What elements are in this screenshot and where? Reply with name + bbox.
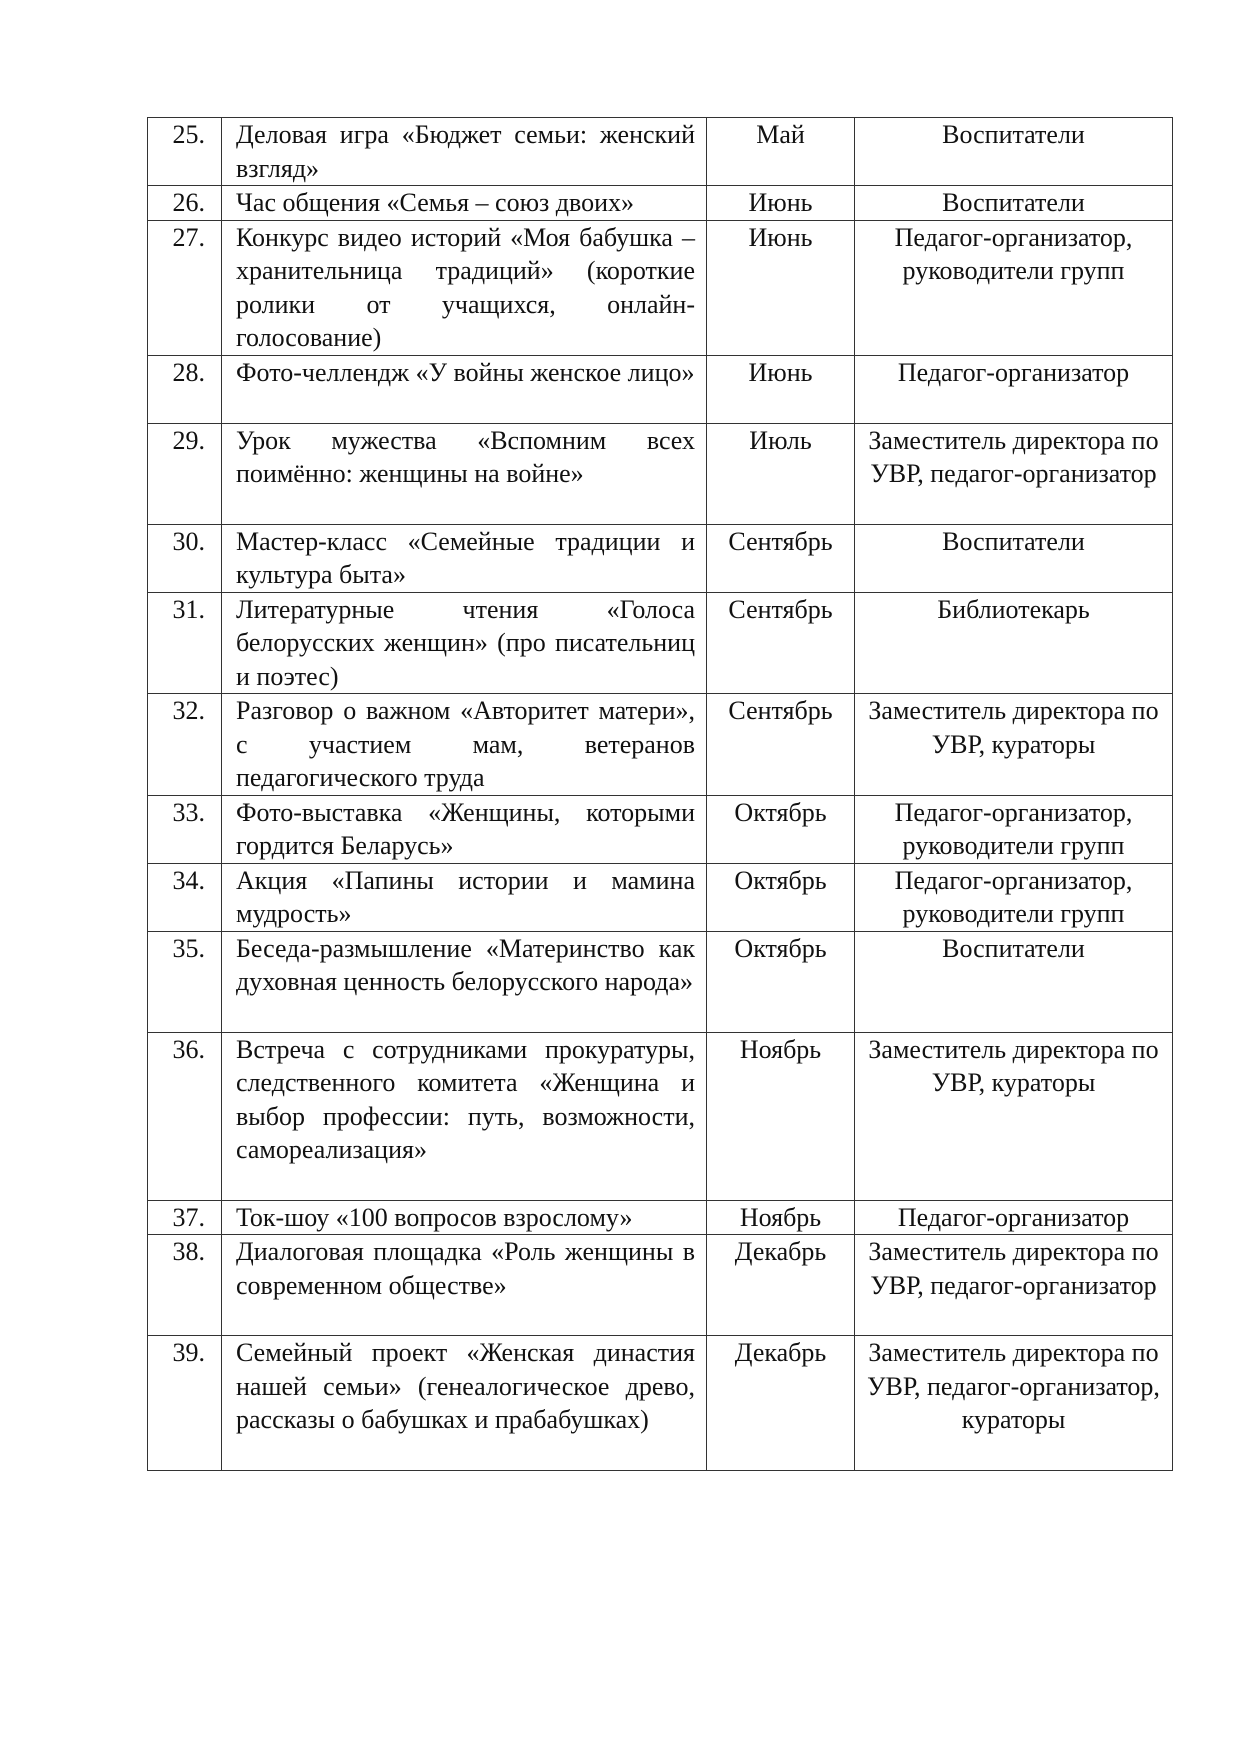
event-responsible: Библиотекарь xyxy=(855,592,1173,694)
table-row xyxy=(148,592,1173,694)
event-name: Ток-шоу «100 вопросов взрослому» xyxy=(222,1200,707,1235)
row-number: 25. xyxy=(148,118,222,186)
table-row xyxy=(148,186,1173,221)
table-row xyxy=(148,1336,1173,1471)
events-table xyxy=(147,117,1173,1471)
event-month: Июнь xyxy=(707,220,855,355)
row-number: 35. xyxy=(148,931,222,1032)
table-row xyxy=(148,931,1173,1032)
event-responsible: Педагог-организатор xyxy=(855,1200,1173,1235)
event-responsible: Заместитель директора по УВР, педагог-организатор xyxy=(855,423,1173,524)
event-responsible: Педагог-организатор, руководители групп xyxy=(855,795,1173,863)
event-name: Урок мужества «Вспомним всех поимённо: женщины на войне» xyxy=(222,423,707,524)
event-responsible: Заместитель директора по УВР, кураторы xyxy=(855,694,1173,796)
event-name: Фото-челлендж «У войны женское лицо» xyxy=(222,355,707,423)
event-name: Встреча с сотрудниками прокуратуры, следственного комитета «Женщина и выбор профессии: путь, возможности, самореализация» xyxy=(222,1032,707,1200)
event-month: Май xyxy=(707,118,855,186)
row-number: 28. xyxy=(148,355,222,423)
row-number: 39. xyxy=(148,1336,222,1471)
event-name: Конкурс видео историй «Моя бабушка – хранительница традиций» (короткие ролики от учащихся, онлайн-голосование) xyxy=(222,220,707,355)
event-name: Час общения «Семья – союз двоих» xyxy=(222,186,707,221)
row-number: 30. xyxy=(148,524,222,592)
event-month: Июль xyxy=(707,423,855,524)
event-month: Июнь xyxy=(707,186,855,221)
table-row xyxy=(148,423,1173,524)
event-responsible: Воспитатели xyxy=(855,524,1173,592)
event-month: Ноябрь xyxy=(707,1032,855,1200)
event-responsible: Педагог-организатор, руководители групп xyxy=(855,220,1173,355)
event-month: Декабрь xyxy=(707,1336,855,1471)
event-name: Акция «Папины истории и мамина мудрость» xyxy=(222,863,707,931)
event-name: Беседа-размышление «Материнство как духовная ценность белорусского народа» xyxy=(222,931,707,1032)
table-row xyxy=(148,863,1173,931)
event-month: Сентябрь xyxy=(707,524,855,592)
event-responsible: Заместитель директора по УВР, кураторы xyxy=(855,1032,1173,1200)
table-row xyxy=(148,1235,1173,1336)
event-month: Декабрь xyxy=(707,1235,855,1336)
table-row xyxy=(148,694,1173,796)
table-row xyxy=(148,118,1173,186)
table-row xyxy=(148,1032,1173,1200)
event-month: Октябрь xyxy=(707,931,855,1032)
row-number: 31. xyxy=(148,592,222,694)
row-number: 38. xyxy=(148,1235,222,1336)
event-responsible: Заместитель директора по УВР, педагог-организатор xyxy=(855,1235,1173,1336)
event-name: Литературные чтения «Голоса белорусских женщин» (про писательниц и поэтес) xyxy=(222,592,707,694)
row-number: 37. xyxy=(148,1200,222,1235)
event-name: Фото-выставка «Женщины, которыми гордится Беларусь» xyxy=(222,795,707,863)
table-row xyxy=(148,1200,1173,1235)
event-month: Октябрь xyxy=(707,863,855,931)
table-row xyxy=(148,524,1173,592)
table-row xyxy=(148,355,1173,423)
event-name: Семейный проект «Женская династия нашей семьи» (генеалогическое древо, рассказы о бабушках и прабабушках) xyxy=(222,1336,707,1471)
event-responsible: Заместитель директора по УВР, педагог-организатор, кураторы xyxy=(855,1336,1173,1471)
row-number: 27. xyxy=(148,220,222,355)
event-name: Мастер-класс «Семейные традиции и культура быта» xyxy=(222,524,707,592)
event-responsible: Воспитатели xyxy=(855,118,1173,186)
row-number: 36. xyxy=(148,1032,222,1200)
event-responsible: Воспитатели xyxy=(855,931,1173,1032)
event-responsible: Воспитатели xyxy=(855,186,1173,221)
event-month: Октябрь xyxy=(707,795,855,863)
event-responsible: Педагог-организатор, руководители групп xyxy=(855,863,1173,931)
event-name: Диалоговая площадка «Роль женщины в современном обществе» xyxy=(222,1235,707,1336)
event-month: Сентябрь xyxy=(707,694,855,796)
event-month: Июнь xyxy=(707,355,855,423)
event-name: Разговор о важном «Авторитет матери», с участием мам, ветеранов педагогического труда xyxy=(222,694,707,796)
row-number: 29. xyxy=(148,423,222,524)
row-number: 34. xyxy=(148,863,222,931)
event-name: Деловая игра «Бюджет семьи: женский взгляд» xyxy=(222,118,707,186)
table-row xyxy=(148,220,1173,355)
row-number: 26. xyxy=(148,186,222,221)
event-month: Сентябрь xyxy=(707,592,855,694)
table-row xyxy=(148,795,1173,863)
event-month: Ноябрь xyxy=(707,1200,855,1235)
row-number: 33. xyxy=(148,795,222,863)
row-number: 32. xyxy=(148,694,222,796)
event-responsible: Педагог-организатор xyxy=(855,355,1173,423)
